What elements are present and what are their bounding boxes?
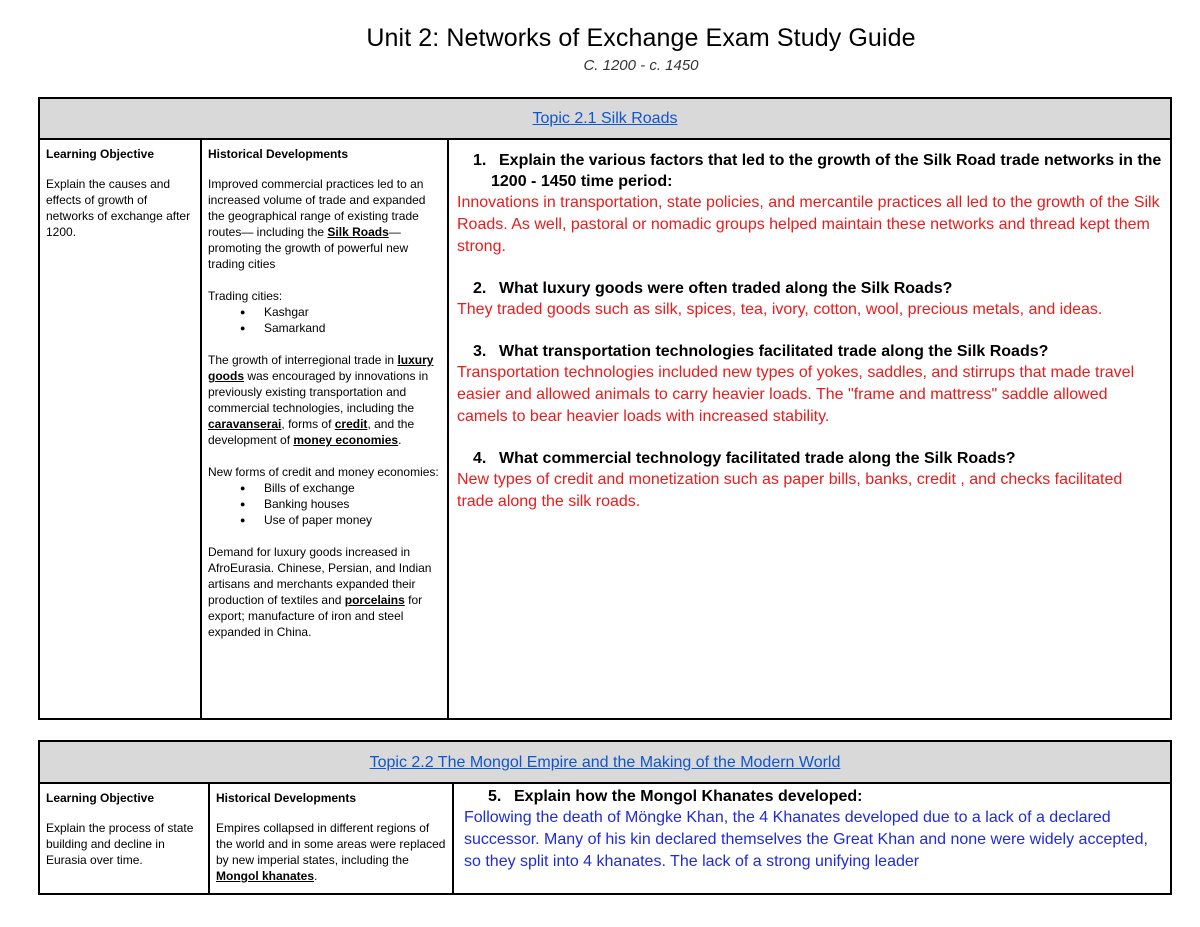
answer-2: They traded goods such as silk, spices, tea, ivory, cotton, wool, precious metals, and ideas. — [457, 301, 1103, 318]
keyword-credit: credit — [334, 417, 368, 431]
hd-paragraph-3: Demand for luxury goods increased in AfroEurasia. Chinese, Persian, and Indian artisans and merchants expanded their production of textiles and porcelains for export; manufacture of iron and steel expanded in China. — [208, 545, 432, 639]
trading-cities-label: Trading cities: — [208, 289, 283, 303]
learning-objective-cell — [40, 140, 202, 718]
list-item: ● Kashgar — [264, 304, 441, 320]
question-block-4 — [457, 448, 1162, 513]
question-3: 3. What transportation technologies facilitated trade along the Silk Roads? — [473, 343, 1049, 360]
list-item: ● Use of paper money — [264, 512, 441, 528]
topic-2-1-table — [38, 97, 1172, 720]
learning-objective-text: Explain the causes and effects of growth of networks of exchange after 1200. — [46, 177, 191, 239]
question-block-2 — [457, 278, 1162, 321]
hd-paragraph-1: Improved commercial practices led to an increased volume of trade and expanded the geographical range of existing trade routes— including the Silk Roads—promoting the growth of powerful new trading cities — [208, 177, 426, 271]
learning-objective-heading: Learning Objective — [46, 147, 155, 161]
learning-objective-cell — [40, 784, 210, 893]
historical-developments-cell — [210, 784, 454, 893]
document-subtitle: C. 1200 - c. 1450 — [583, 57, 699, 74]
question-block-3 — [457, 341, 1162, 428]
question-4: 4. What commercial technology facilitated trade along the Silk Roads? — [473, 450, 1016, 467]
topic-2-2-table — [38, 740, 1172, 895]
keyword-caravanserai: caravanserai — [208, 417, 282, 431]
topic-2-1-heading[interactable]: Topic 2.1 Silk Roads — [40, 99, 1170, 140]
answer-4: New types of credit and monetization such as paper bills, banks, credit , and checks facilitated trade along the silk roads. — [457, 471, 1123, 510]
trading-cities-list — [208, 304, 441, 336]
question-1: 1. Explain the various factors that led to the growth of the Silk Road trade networks in the 1200 - 1450 time period: — [473, 152, 1162, 190]
answer-1: Innovations in transportation, state policies, and mercantile practices all led to the growth of the Silk Roads. As well, pastoral or nomadic groups helped maintain these networks and thread kept them strong. — [457, 194, 1160, 255]
hd-paragraph-1: Empires collapsed in different regions of the world and in some areas were replaced by new imperial states, including the Mongol khanates. — [216, 821, 446, 883]
hd-paragraph-2: The growth of interregional trade in luxury goods was encouraged by innovations in previously existing transportation and commercial technologies, including the caravanserai, forms of credit, and the development of money economies. — [208, 353, 434, 447]
answer-5: Following the death of Möngke Khan, the 4 Khanates developed due to a lack of a declared successor. Many of his kin declared themselves the Great Khan and none were widely accepted, so they split into 4 khanates. The lack of a strong unifying leader — [464, 809, 1148, 870]
learning-objective-text: Explain the process of state building and decline in Eurasia over time. — [46, 821, 194, 867]
list-item: ● Samarkand — [264, 320, 441, 336]
question-5: 5. Explain how the Mongol Khanates developed: — [488, 788, 863, 805]
learning-objective-heading: Learning Objective — [46, 791, 155, 805]
keyword-porcelains: porcelains — [344, 593, 405, 607]
questions-cell — [449, 140, 1170, 718]
keyword-luxury-goods: luxury goods — [208, 353, 434, 383]
question-block-1 — [457, 150, 1162, 258]
historical-developments-cell — [202, 140, 449, 718]
topic-2-2-heading[interactable]: Topic 2.2 The Mongol Empire and the Making of the Modern World — [40, 742, 1170, 784]
questions-cell — [454, 784, 1170, 893]
keyword-money-economies: money economies — [293, 433, 399, 447]
list-item: ● Bills of exchange — [264, 480, 441, 496]
question-2: 2. What luxury goods were often traded along the Silk Roads? — [473, 280, 953, 297]
historical-developments-heading: Historical Developments — [208, 147, 349, 161]
credit-forms-label: New forms of credit and money economies: — [208, 465, 439, 479]
keyword-silk-roads: Silk Roads — [327, 225, 389, 239]
historical-developments-heading: Historical Developments — [216, 791, 357, 805]
keyword-mongol-khanates: Mongol khanates — [216, 869, 315, 883]
credit-forms-list — [208, 480, 441, 528]
answer-3: Transportation technologies included new types of yokes, saddles, and stirrups that made travel easier and allowed animals to carry heavier loads. The "frame and mattress" saddle allowed camels to bear heavier loads with increased stability. — [457, 364, 1135, 425]
list-item: ● Banking houses — [264, 496, 441, 512]
document-title: Unit 2: Networks of Exchange Exam Study Guide — [366, 24, 916, 52]
